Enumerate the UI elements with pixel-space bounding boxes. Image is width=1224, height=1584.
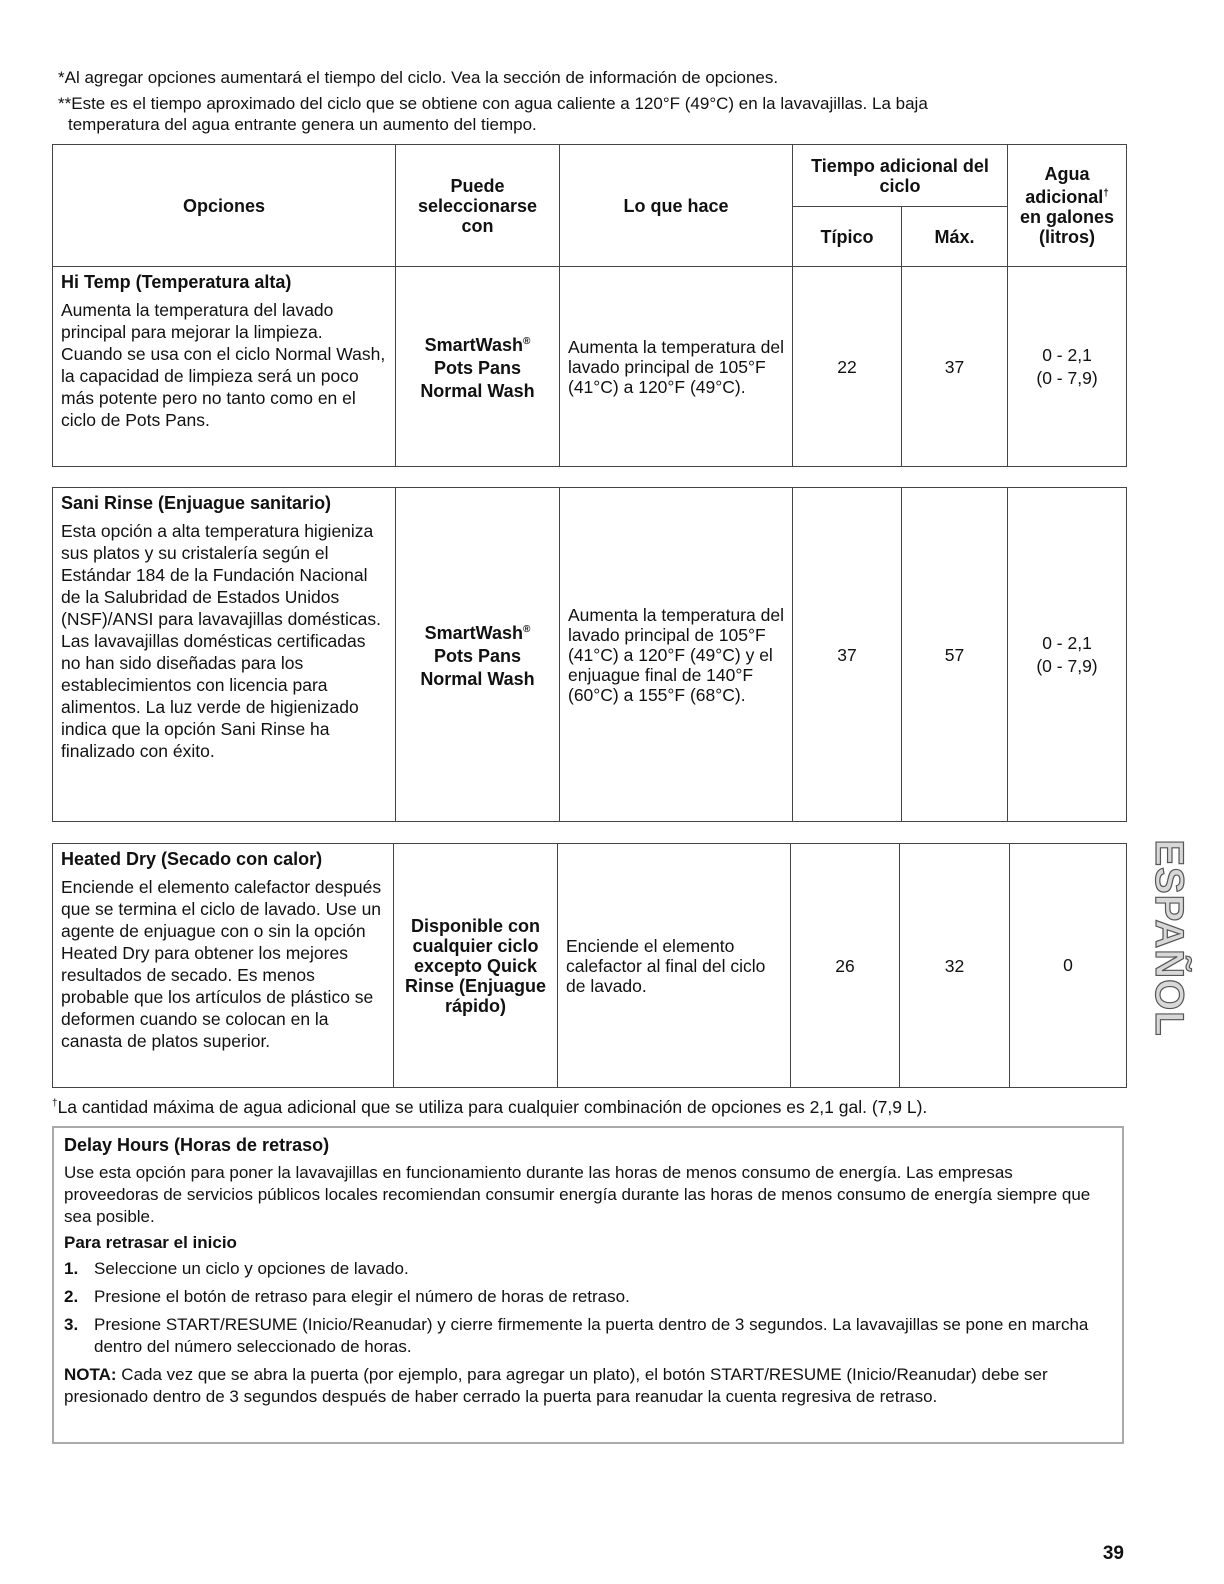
delay-subtitle: Para retrasar el inicio bbox=[64, 1233, 237, 1252]
can-select-cell bbox=[396, 488, 560, 822]
table-row bbox=[53, 488, 1127, 822]
water-liters: (0 - 7,9) bbox=[1036, 367, 1098, 388]
max-time: 57 bbox=[902, 488, 1008, 822]
water-gallons: 0 - 2,1 bbox=[1042, 632, 1092, 653]
delay-hours-box bbox=[52, 1126, 1124, 1444]
max-time: 32 bbox=[900, 844, 1010, 1088]
list-item bbox=[64, 1286, 1110, 1308]
can-select-cell bbox=[396, 267, 560, 467]
header-water bbox=[1008, 145, 1127, 267]
options-table-hi-temp bbox=[52, 144, 1127, 467]
table-row bbox=[53, 844, 1127, 1088]
typical-time: 22 bbox=[793, 267, 902, 467]
option-description: Enciende el elemento calefactor después que se termina el ciclo de lavado. Use un agente de enjuague con o sin la opción Heated Dry para obtener los mejores resultados de secado. Es menos probable que los artículos de plástico se deformen cuando se colocan en la canasta de platos superior. bbox=[61, 877, 382, 1051]
option-cell bbox=[53, 488, 396, 822]
can-select-cell: Disponible con cualquier ciclo excepto Quick Rinse (Enjuague rápido) bbox=[394, 844, 558, 1088]
option-title: Hi Temp (Temperatura alta) bbox=[61, 272, 292, 292]
note-approx-time-line2: temperatura del agua entrante genera un aumento del tiempo. bbox=[68, 115, 537, 134]
what-it-does: Aumenta la temperatura del lavado principal de 105°F (41°C) a 120°F (49°C) y el enjuague final de 140°F (60°C) a 155°F (68°C). bbox=[560, 488, 793, 822]
delay-note bbox=[64, 1364, 1110, 1408]
step-number: 3. bbox=[64, 1315, 79, 1334]
extra-water bbox=[1008, 488, 1127, 822]
option-cell bbox=[53, 844, 394, 1088]
dagger-mark: † bbox=[1103, 188, 1109, 199]
can-select-smartwash: SmartWash bbox=[424, 335, 523, 355]
footnote-text: La cantidad máxima de agua adicional que se utiliza para cualquier combinación de opciones es 2,1 gal. (7,9 L). bbox=[57, 1097, 928, 1117]
note-approx-time bbox=[58, 93, 1088, 135]
list-item bbox=[64, 1258, 1110, 1280]
can-select-normal-wash: Normal Wash bbox=[420, 381, 535, 401]
table-row bbox=[53, 267, 1127, 467]
extra-water: 0 bbox=[1010, 844, 1127, 1088]
step-number: 1. bbox=[64, 1259, 79, 1278]
option-description: Esta opción a alta temperatura higieniza sus platos y su cristalería según el Estándar 184 de la Fundación Nacional de la Salubridad de Estados Unidos (NSF)/ANSI para lavavajillas domésticas. Las lavavajillas domésticas certificadas no han sido diseñadas para los establecimientos con licencia para alimentos. La luz verde de higienizado indica que la opción Sani Rinse ha finalizado con éxito. bbox=[61, 521, 381, 761]
footnote-extra-water bbox=[52, 1097, 927, 1118]
header-water-b: en galones (litros) bbox=[1020, 207, 1115, 247]
what-it-does: Aumenta la temperatura del lavado principal de 105°F (41°C) a 120°F (49°C). bbox=[560, 267, 793, 467]
option-title: Sani Rinse (Enjuague sanitario) bbox=[61, 493, 332, 513]
max-time: 37 bbox=[902, 267, 1008, 467]
option-cell bbox=[53, 267, 396, 467]
option-title: Heated Dry (Secado con calor) bbox=[61, 849, 323, 869]
water-gallons: 0 - 2,1 bbox=[1042, 344, 1092, 365]
delay-steps bbox=[64, 1258, 1110, 1358]
header-extra-time: Tiempo adicional del ciclo bbox=[793, 145, 1008, 207]
note-options-time: *Al agregar opciones aumentará el tiempo del ciclo. Vea la sección de información de opciones. bbox=[58, 68, 779, 87]
note-label: NOTA: bbox=[64, 1365, 117, 1384]
header-can-select: Puede seleccionarse con bbox=[396, 145, 560, 267]
side-language-label bbox=[1146, 818, 1191, 1058]
step-text: Presione el botón de retraso para elegir el número de horas de retraso. bbox=[94, 1287, 630, 1306]
options-table-heated-dry bbox=[52, 843, 1127, 1088]
step-text: Presione START/RESUME (Inicio/Reanudar) y cierre firmemente la puerta dentro de 3 segundos. La lavavajillas se pone en marcha dentro del número seleccionado de horas. bbox=[94, 1315, 1089, 1356]
note-text: Cada vez que se abra la puerta (por ejemplo, para agregar un plato), el botón START/RESUME (Inicio/Reanudar) debe ser presionado dentro de 3 segundos después de haber cerrado la puerta para reanudar la cuenta regresiva de retraso. bbox=[64, 1365, 1048, 1406]
header-max: Máx. bbox=[902, 207, 1008, 267]
options-table-sani-rinse bbox=[52, 487, 1127, 822]
delay-intro: Use esta opción para poner la lavavajillas en funcionamiento durante las horas de menos consumo de energía. Las empresas proveedoras de servicios públicos locales recomiendan consumir energía durante las horas de menos consumo de energía siempre que sea posible. bbox=[64, 1163, 1091, 1226]
header-water-a: Agua adicional bbox=[1025, 164, 1104, 207]
option-description: Aumenta la temperatura del lavado principal para mejorar la limpieza. Cuando se usa con el ciclo Normal Wash, la capacidad de limpieza será un poco más potente pero no tanto como en el ciclo de Pots Pans. bbox=[61, 300, 386, 430]
can-select-pots-pans: Pots Pans bbox=[433, 358, 522, 378]
step-number: 2. bbox=[64, 1287, 79, 1306]
registered-mark: ® bbox=[522, 336, 531, 347]
can-select-pots-pans: Pots Pans bbox=[433, 646, 522, 666]
registered-mark: ® bbox=[522, 624, 531, 635]
water-liters: (0 - 7,9) bbox=[1036, 655, 1098, 676]
page-number: 39 bbox=[1102, 1543, 1124, 1564]
can-select-smartwash: SmartWash bbox=[424, 623, 523, 643]
header-what: Lo que hace bbox=[560, 145, 793, 267]
side-language-text: ESPAÑOL bbox=[1147, 839, 1191, 1037]
note-approx-time-line1: **Este es el tiempo aproximado del ciclo que se obtiene con agua caliente a 120°F (49°C) en la lavavajillas. La baja bbox=[58, 94, 928, 113]
typical-time: 26 bbox=[791, 844, 900, 1088]
header-options: Opciones bbox=[53, 145, 396, 267]
delay-title: Delay Hours (Horas de retraso) bbox=[64, 1135, 330, 1155]
typical-time: 37 bbox=[793, 488, 902, 822]
dagger-mark: † bbox=[52, 1098, 58, 1110]
header-typical: Típico bbox=[793, 207, 902, 267]
what-it-does: Enciende el elemento calefactor al final del ciclo de lavado. bbox=[558, 844, 791, 1088]
can-select-normal-wash: Normal Wash bbox=[420, 669, 535, 689]
step-text: Seleccione un ciclo y opciones de lavado. bbox=[94, 1259, 409, 1278]
extra-water bbox=[1008, 267, 1127, 467]
list-item bbox=[64, 1314, 1110, 1358]
